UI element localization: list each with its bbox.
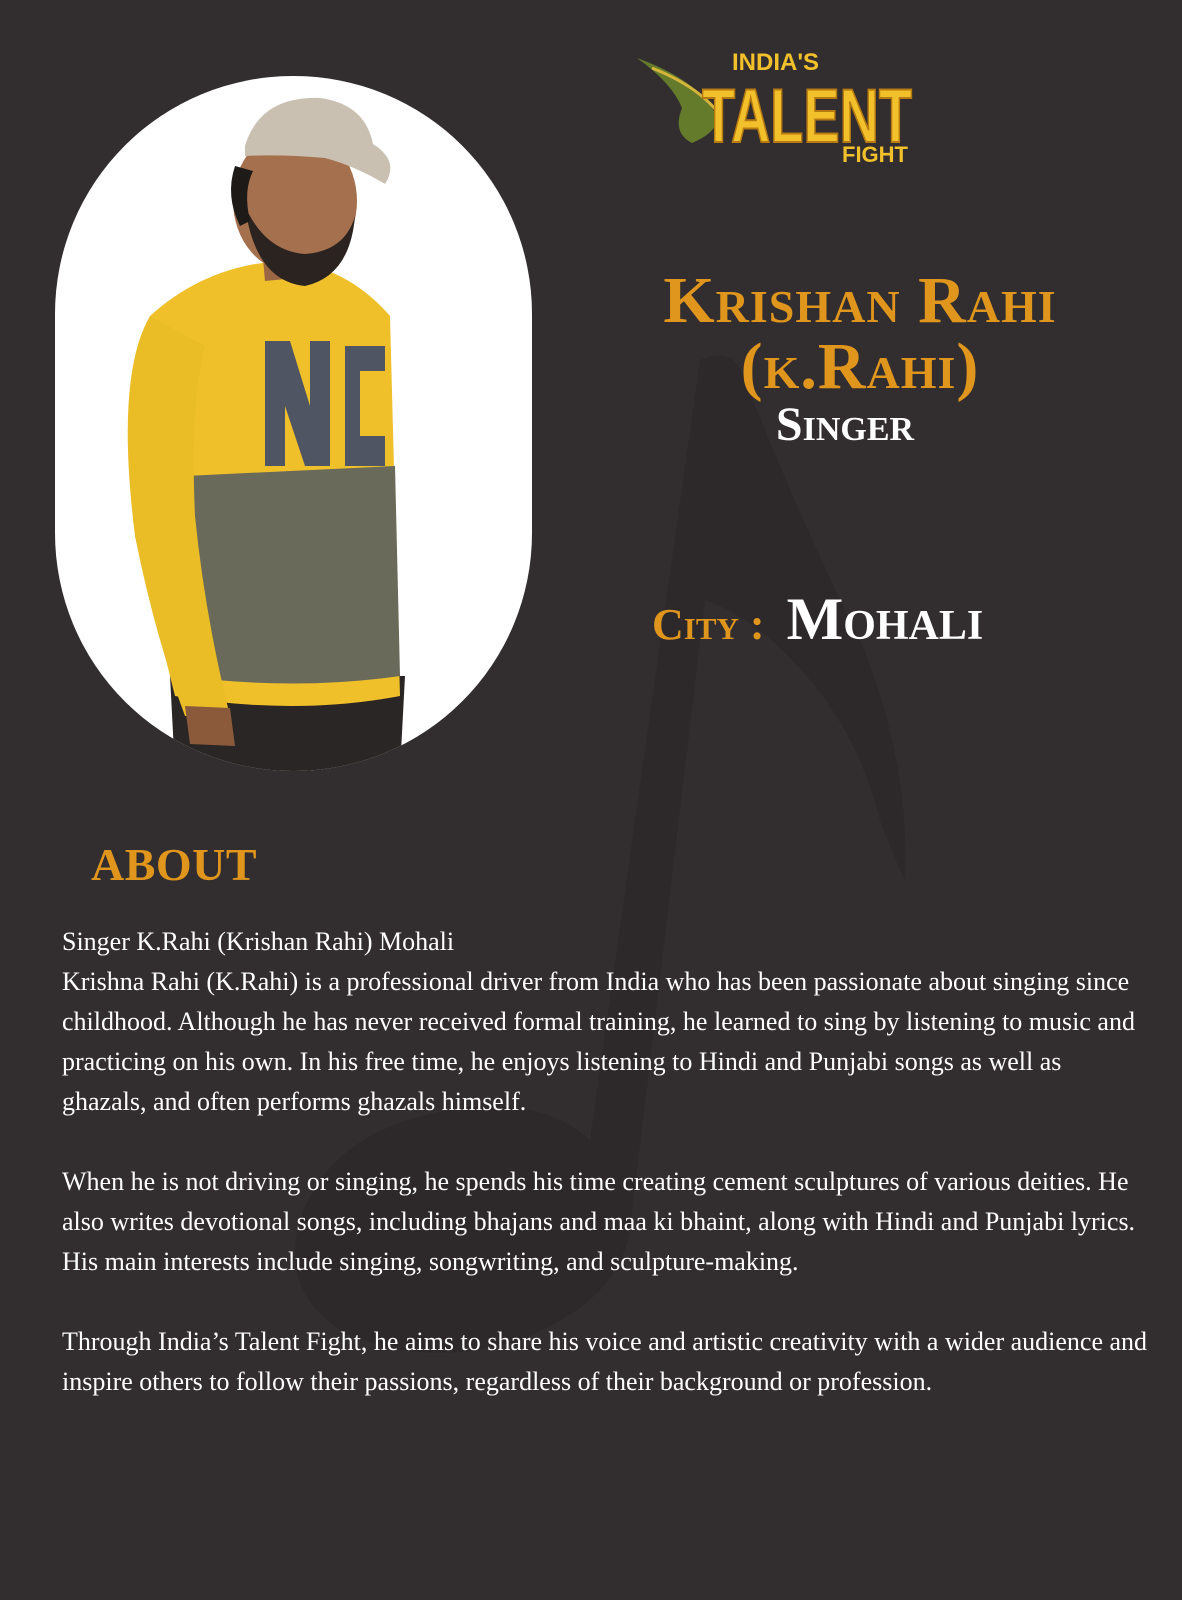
about-paragraph-2: When he is not driving or singing, he spends his time creating cement sculptures of various deities. He also writes devotional songs, including bhajans and maa ki bhaint, along with Hindi and Punjabi lyrics. His main interests include singing, songwriting, and sculpture-making. — [62, 1167, 1136, 1276]
name-line2: (k.Rahi) — [740, 330, 980, 403]
logo-graphic — [632, 38, 942, 170]
about-intro: Singer K.Rahi (Krishan Rahi) Mohali — [62, 927, 455, 956]
role-title: Singer — [775, 398, 915, 451]
logo-line3: FIGHT — [842, 142, 908, 167]
logo-line2: TALENT — [702, 74, 912, 159]
city-value: Mohali — [786, 586, 984, 652]
profile-header — [600, 264, 1120, 452]
name-line1: Krishan Rahi — [663, 264, 1057, 337]
about-paragraph-1: Krishna Rahi (K.Rahi) is a professional driver from India who has been passionate about singing since childhood. Although he has never received formal training, he learned to sing by listening to music and practicing on his own. In his free time, he enjoys listening to Hindi and Punjabi songs as well as ghazals, and often performs ghazals himself. — [62, 967, 1135, 1116]
person-illustration — [55, 76, 532, 771]
profile-photo — [55, 76, 532, 771]
city-label: City : — [652, 600, 765, 649]
city-row — [652, 585, 983, 654]
about-heading: ABOUT — [91, 839, 258, 890]
about-body — [62, 922, 1148, 1402]
about-paragraph-3: Through India’s Talent Fight, he aims to share his voice and artistic creativity with a wider audience and inspire others to follow their passions, regardless of their background or profession. — [62, 1327, 1148, 1396]
indias-talent-fight-logo — [632, 38, 942, 170]
logo-line1: INDIA'S — [732, 49, 820, 76]
